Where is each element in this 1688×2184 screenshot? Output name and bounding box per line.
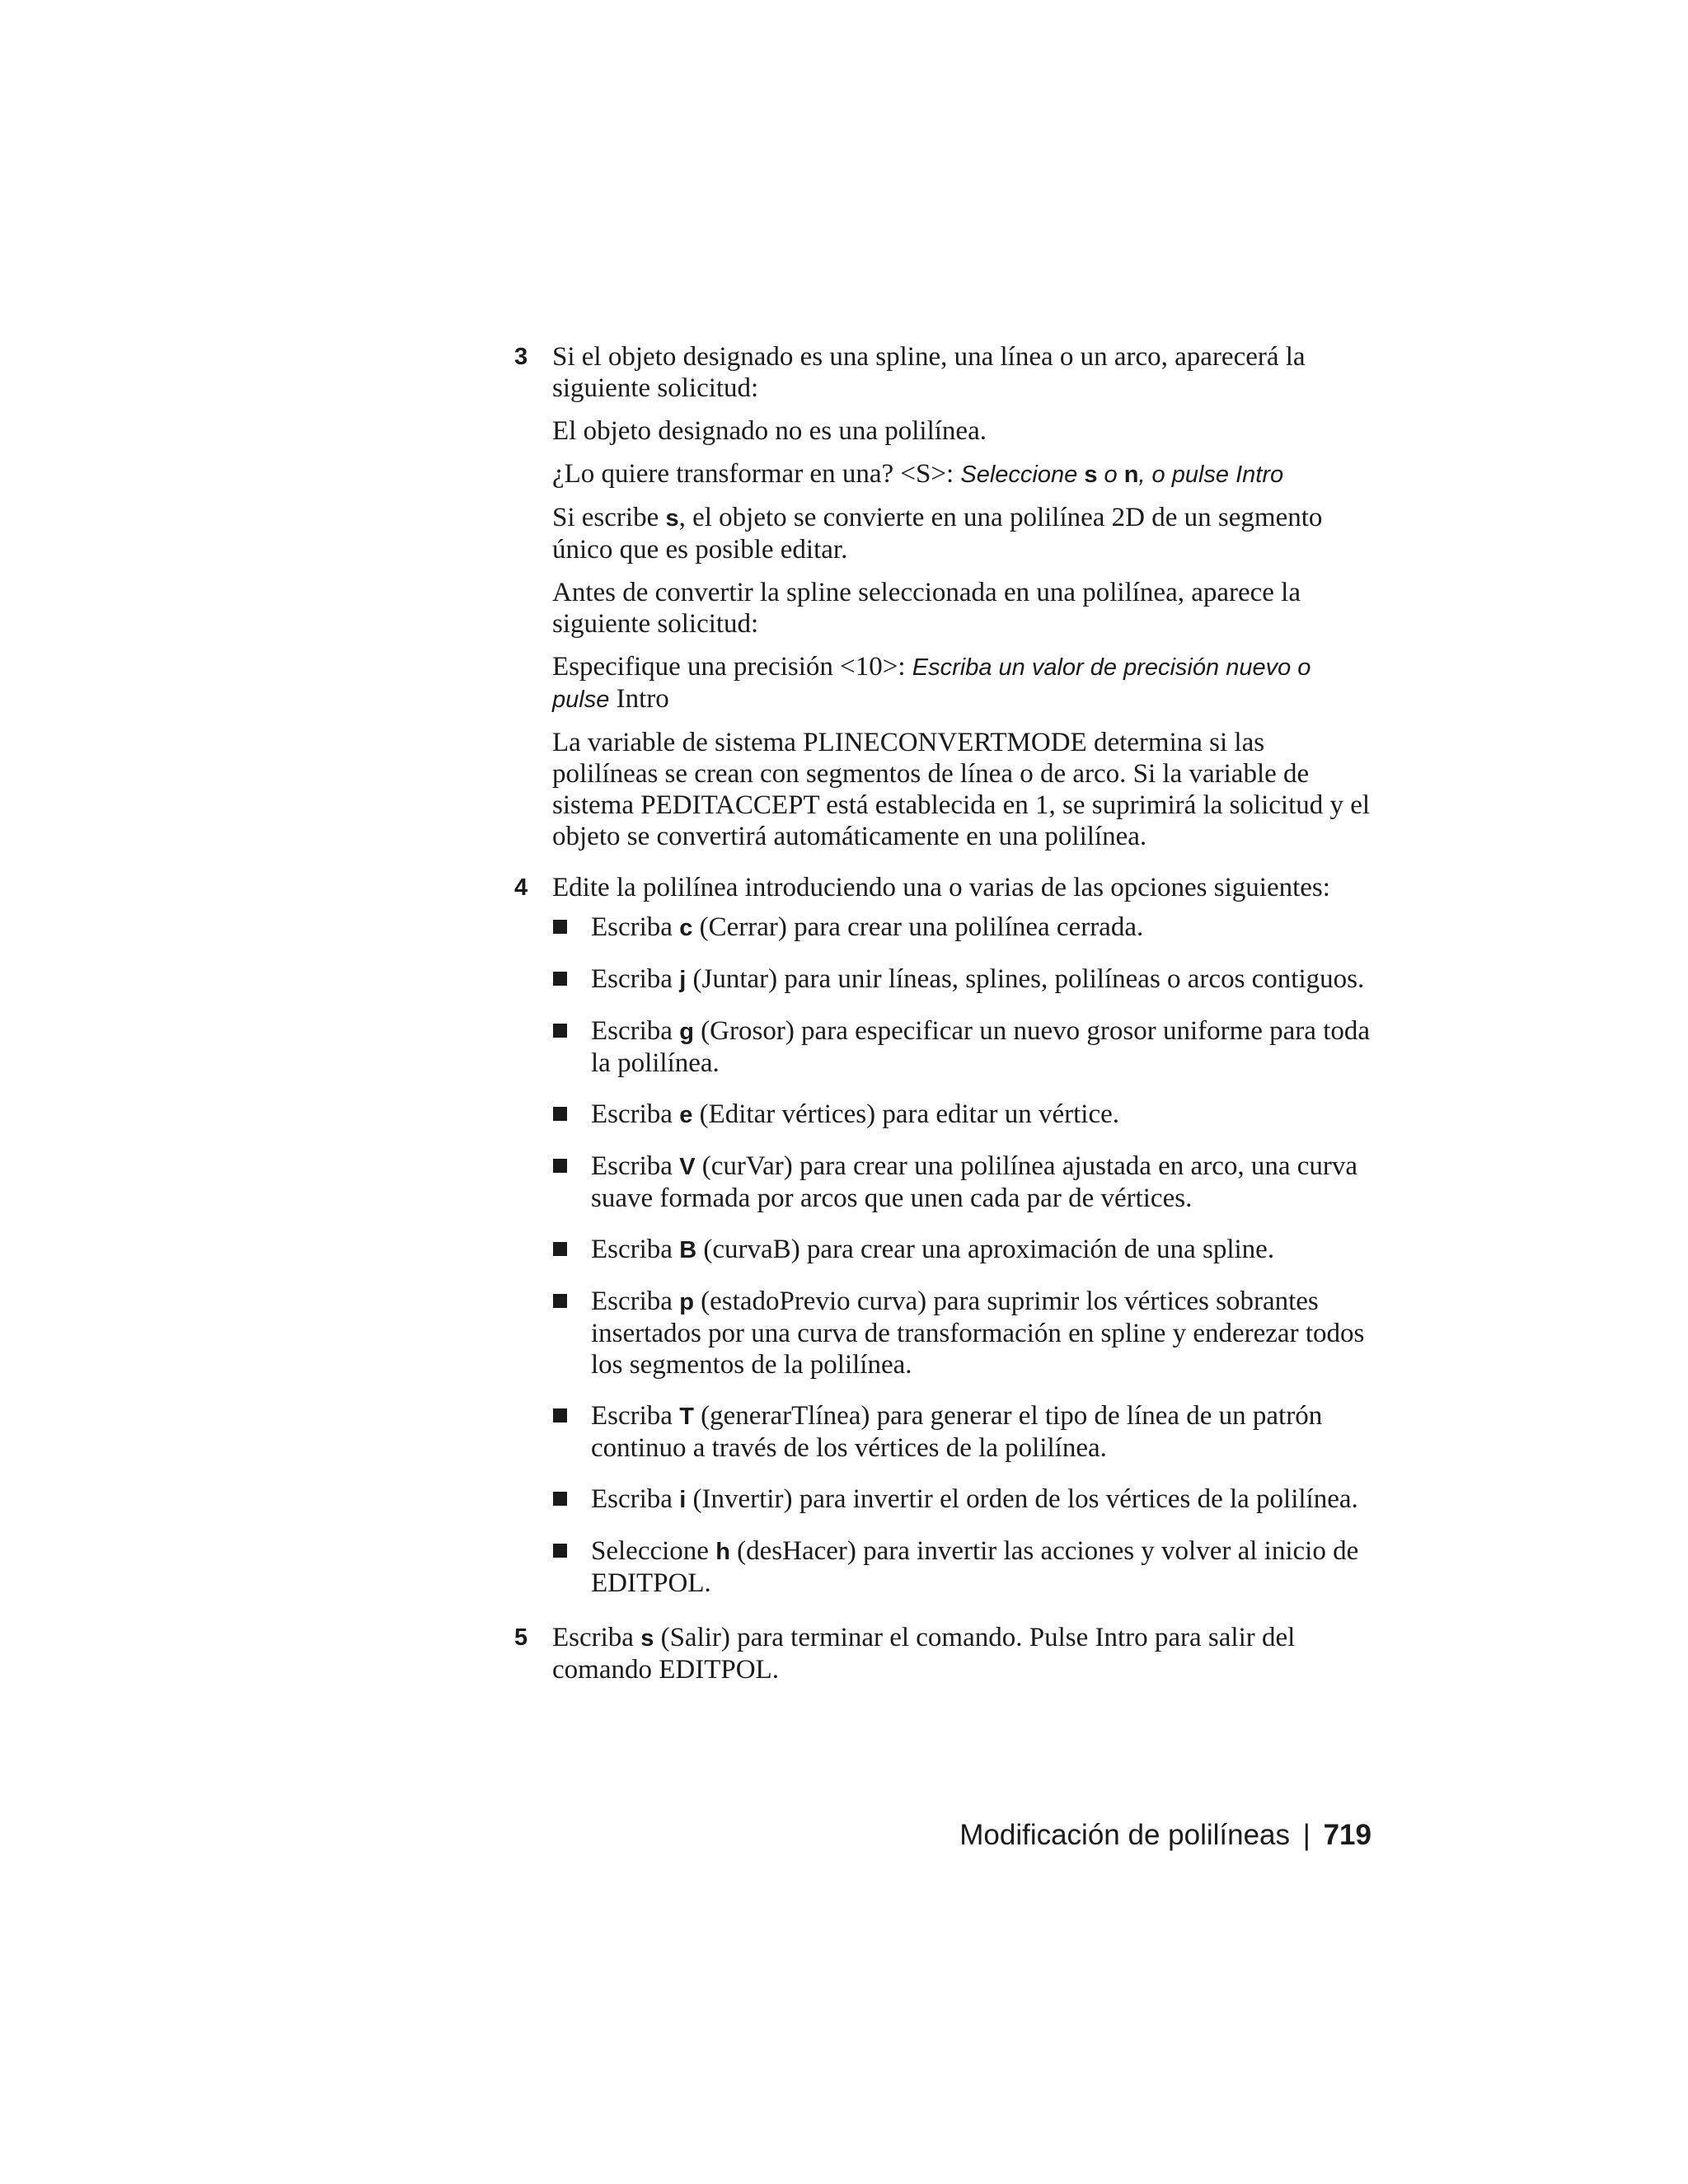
page-footer	[514, 1819, 1372, 1852]
key-option: s	[1084, 462, 1098, 488]
key-option: n	[1123, 462, 1139, 488]
step-3-prompt-precision	[552, 651, 1372, 715]
bullet-square-icon	[553, 1159, 567, 1173]
instruction-text: Seleccione	[960, 462, 1085, 488]
step-5	[514, 1622, 1372, 1685]
list-item	[552, 1483, 1372, 1516]
key-option: j	[679, 967, 687, 993]
text-run: (curVar) para crear una polilínea ajustada en arco, una curva suave formada por arcos que unen cada par de vértices.	[591, 1151, 1358, 1213]
list-item	[552, 1099, 1372, 1131]
key-option: p	[679, 1289, 694, 1315]
bullet-square-icon	[553, 1408, 567, 1422]
text-run: Escriba	[591, 1016, 680, 1046]
text-run: (Salir) para terminar el comando. Pulse Intro para salir del comando EDITPOL.	[552, 1623, 1296, 1685]
text-run: Escriba	[552, 1623, 641, 1652]
bullet-square-icon	[553, 1107, 567, 1121]
text-run: Escriba	[591, 1484, 680, 1514]
key-option: e	[679, 1102, 693, 1128]
list-item	[552, 1151, 1372, 1214]
text-run: Escriba	[591, 1151, 680, 1181]
bullet-square-icon	[553, 1544, 567, 1558]
key-option: B	[679, 1237, 697, 1263]
text-run: Escriba	[591, 1235, 680, 1264]
bullet-square-icon	[553, 1242, 567, 1256]
step-4	[514, 872, 1372, 1599]
step-number: 4	[514, 874, 528, 901]
key-option: g	[679, 1019, 694, 1045]
option-list	[552, 912, 1372, 1599]
page-number: 719	[1323, 1819, 1372, 1851]
step-3-paragraph-1: Si el objeto designado es una spline, una línea o un arco, aparecerá la siguiente solicitud:	[552, 342, 1306, 403]
list-item	[552, 1234, 1372, 1266]
section-title: Modificación de polilíneas	[959, 1819, 1291, 1851]
step-3-prompt-convert	[552, 458, 1372, 490]
key-option: s	[640, 1625, 654, 1652]
text-run: , el objeto se convierte en una polilínea 2D de un segmento único que es posible editar.	[552, 503, 1323, 565]
step-number: 5	[514, 1624, 528, 1651]
key-option: c	[679, 915, 693, 941]
text-run: Escriba	[591, 1401, 680, 1431]
instruction-text: o	[1097, 462, 1124, 488]
step-4-intro: Edite la polilínea introduciendo una o varias de las opciones siguientes:	[552, 873, 1330, 902]
text-run: (Grosor) para especificar un nuevo grosor uniforme para toda la polilínea.	[591, 1016, 1371, 1078]
text-run: (Invertir) para invertir el orden de los vértices de la polilínea.	[686, 1484, 1358, 1514]
prompt-text: ¿Lo quiere transformar en una? <S>:	[552, 459, 961, 489]
key-option: s	[665, 505, 679, 532]
text-run: (desHacer) para invertir las acciones y volver al inicio de EDITPOL.	[591, 1536, 1359, 1598]
bullet-square-icon	[553, 972, 567, 986]
list-item	[552, 1400, 1372, 1464]
step-3-paragraph-7: La variable de sistema PLINECONVERTMODE determina si las polilíneas se crean con segmentos de línea o de arco. Si la variable de sistema PEDITACCEPT está establecida en 1, se suprimirá la solicitud y el objeto se convertirá automáticamente en una polilínea.	[552, 728, 1371, 851]
step-3-paragraph-4	[552, 502, 1372, 565]
footer-separator: |	[1302, 1819, 1311, 1851]
text-run: Escriba	[591, 964, 680, 994]
page-body	[514, 341, 1372, 1685]
step-number: 3	[514, 344, 528, 370]
text-run: (Cerrar) para crear una polilínea cerrada.	[692, 912, 1144, 942]
bullet-square-icon	[553, 920, 567, 934]
text-run: Intro	[609, 684, 669, 714]
text-run: Seleccione	[591, 1536, 716, 1566]
text-run: (Editar vértices) para editar un vértice.	[692, 1099, 1119, 1129]
bullet-square-icon	[553, 1294, 567, 1308]
instruction-text: Escriba un valor de precisión nuevo o pulse	[552, 654, 1311, 713]
step-3-paragraph-5: Antes de convertir la spline seleccionada en una polilínea, aparece la siguiente solicitud:	[552, 578, 1301, 639]
list-item	[552, 1015, 1372, 1079]
text-run: (generarTlínea) para generar el tipo de línea de un patrón continuo a través de los vértices de la polilínea.	[591, 1401, 1323, 1463]
text-run: Escriba	[591, 1286, 680, 1316]
instruction-text: , o pulse Intro	[1138, 462, 1284, 488]
text-run: Escriba	[591, 912, 680, 942]
text-run: (estadoPrevio curva) para suprimir los vértices sobrantes insertados por una curva de transformación en spline y enderezar todos los segmentos de la polilínea.	[591, 1286, 1365, 1380]
text-run: Escriba	[591, 1099, 680, 1129]
list-item	[552, 912, 1372, 944]
step-3-paragraph-2: El objeto designado no es una polilínea.	[552, 416, 987, 446]
text-run: Si escribe	[552, 503, 666, 532]
bullet-square-icon	[553, 1024, 567, 1038]
bullet-square-icon	[553, 1492, 567, 1506]
list-item	[552, 1535, 1372, 1599]
key-option: V	[679, 1154, 696, 1180]
text-run: (Juntar) para unir líneas, splines, polilíneas o arcos contiguos.	[686, 964, 1365, 994]
key-option: T	[679, 1404, 694, 1430]
text-run: (curvaB) para crear una aproximación de una spline.	[696, 1235, 1275, 1264]
list-item	[552, 963, 1372, 996]
step-3	[514, 341, 1372, 852]
list-item	[552, 1286, 1372, 1380]
key-option: i	[679, 1487, 687, 1513]
prompt-text: Especifique una precisión <10>:	[552, 652, 912, 682]
key-option: h	[715, 1539, 730, 1565]
step-5-paragraph	[552, 1622, 1372, 1685]
